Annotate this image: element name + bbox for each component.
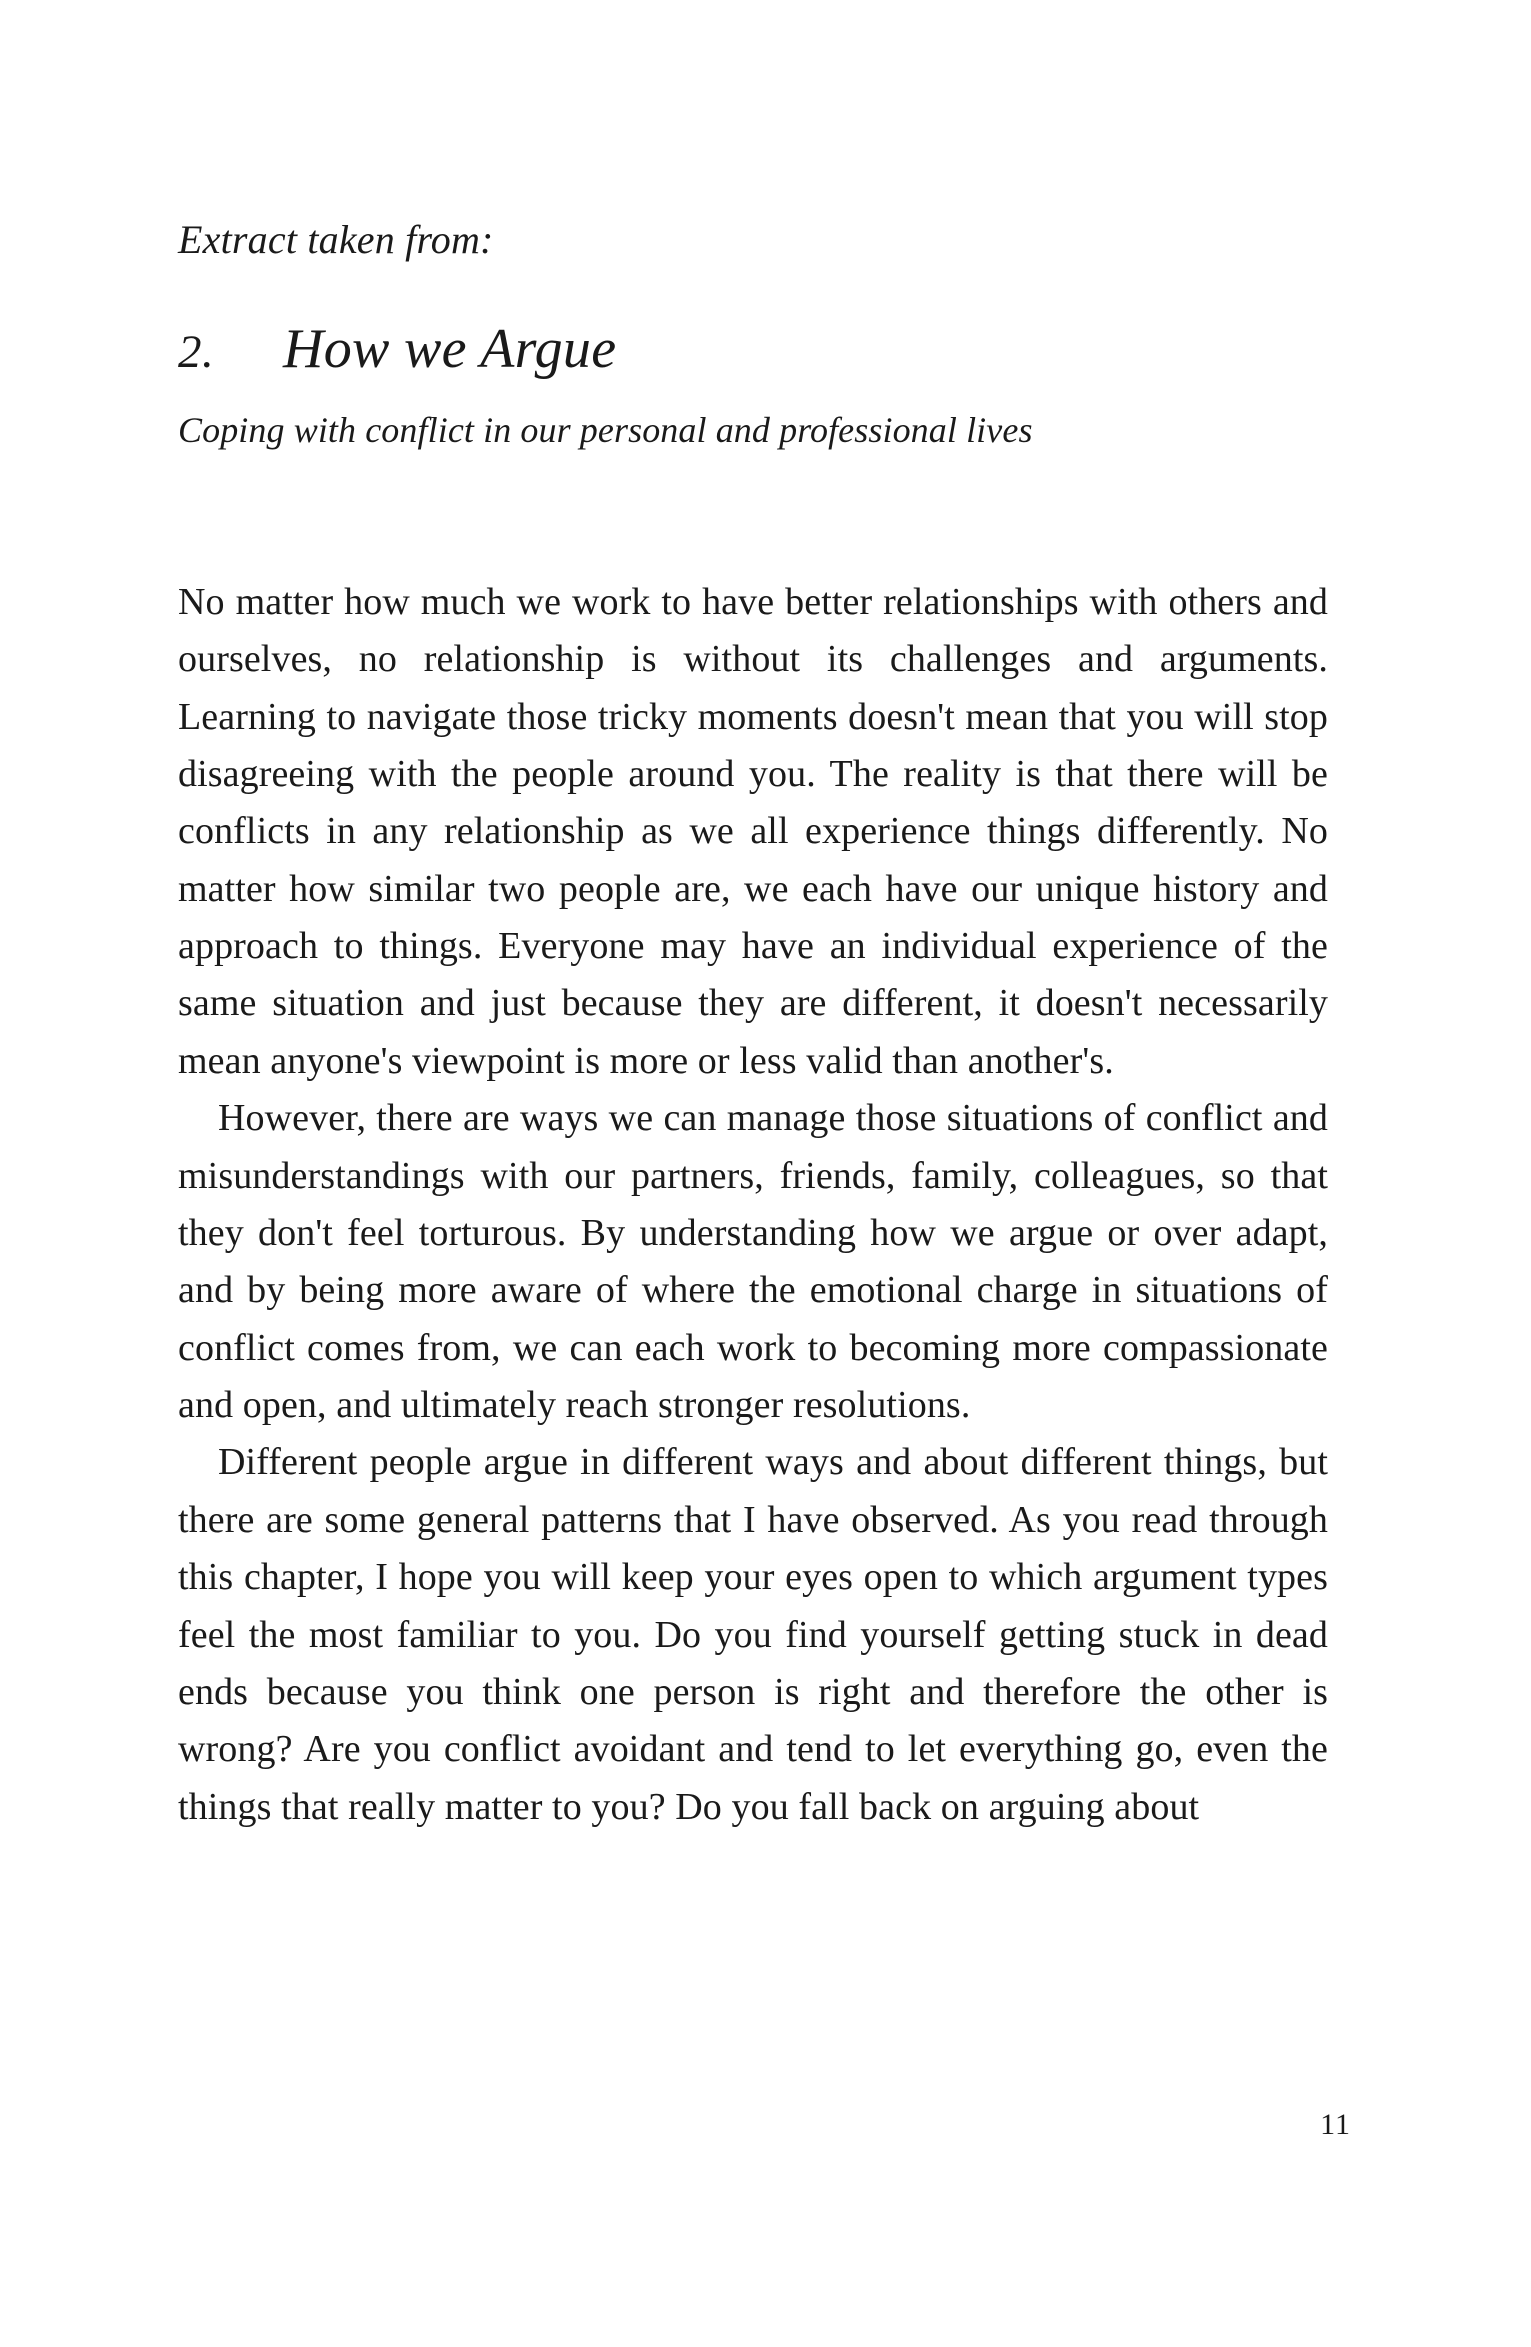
chapter-title: How we Argue — [283, 318, 617, 380]
page-number: 11 — [1320, 2108, 1351, 2141]
chapter-subtitle: Coping with conflict in our personal and professional lives — [178, 410, 1033, 450]
chapter-number: 2. — [178, 326, 215, 378]
extract-source-label: Extract taken from: — [178, 217, 494, 262]
body-text — [178, 574, 1328, 1836]
page-content — [178, 215, 1328, 1836]
paragraph: Different people argue in different ways and about different things, but there are some general patterns that I have observed. As you read through this chapter, I hope you will keep your eyes open to which argument types feel the most familiar to you. Do you find yourself getting stuck in dead ends because you think one person is right and therefore the other is wrong? Are you conflict avoidant and tend to let everything go, even the things that really matter to you? Do you fall back on arguing about — [178, 1441, 1328, 1828]
chapter-heading — [178, 317, 1328, 381]
paragraph: However, there are ways we can manage those situations of conflict and misunderstandings with our partners, friends, family, colleagues, so that they don't feel torturous. By understanding how we argue or over adapt, and by being more aware of where the emotional charge in situations of conflict comes from, we can each work to becoming more compassionate and open, and ultimately reach stronger resolutions. — [178, 1097, 1328, 1427]
paragraph: No matter how much we work to have better relationships with others and ourselves, no relationship is without its challenges and arguments. Learning to navigate those tricky moments doesn't mean that you will stop disagreeing with the people around you. The reality is that there will be conflicts in any relationship as we all experience things differently. No matter how similar two people are, we each have our unique history and approach to things. Everyone may have an individual experience of the same situation and just because they are different, it doesn't necessarily mean anyone's viewpoint is more or less valid than another's. — [178, 580, 1328, 1082]
